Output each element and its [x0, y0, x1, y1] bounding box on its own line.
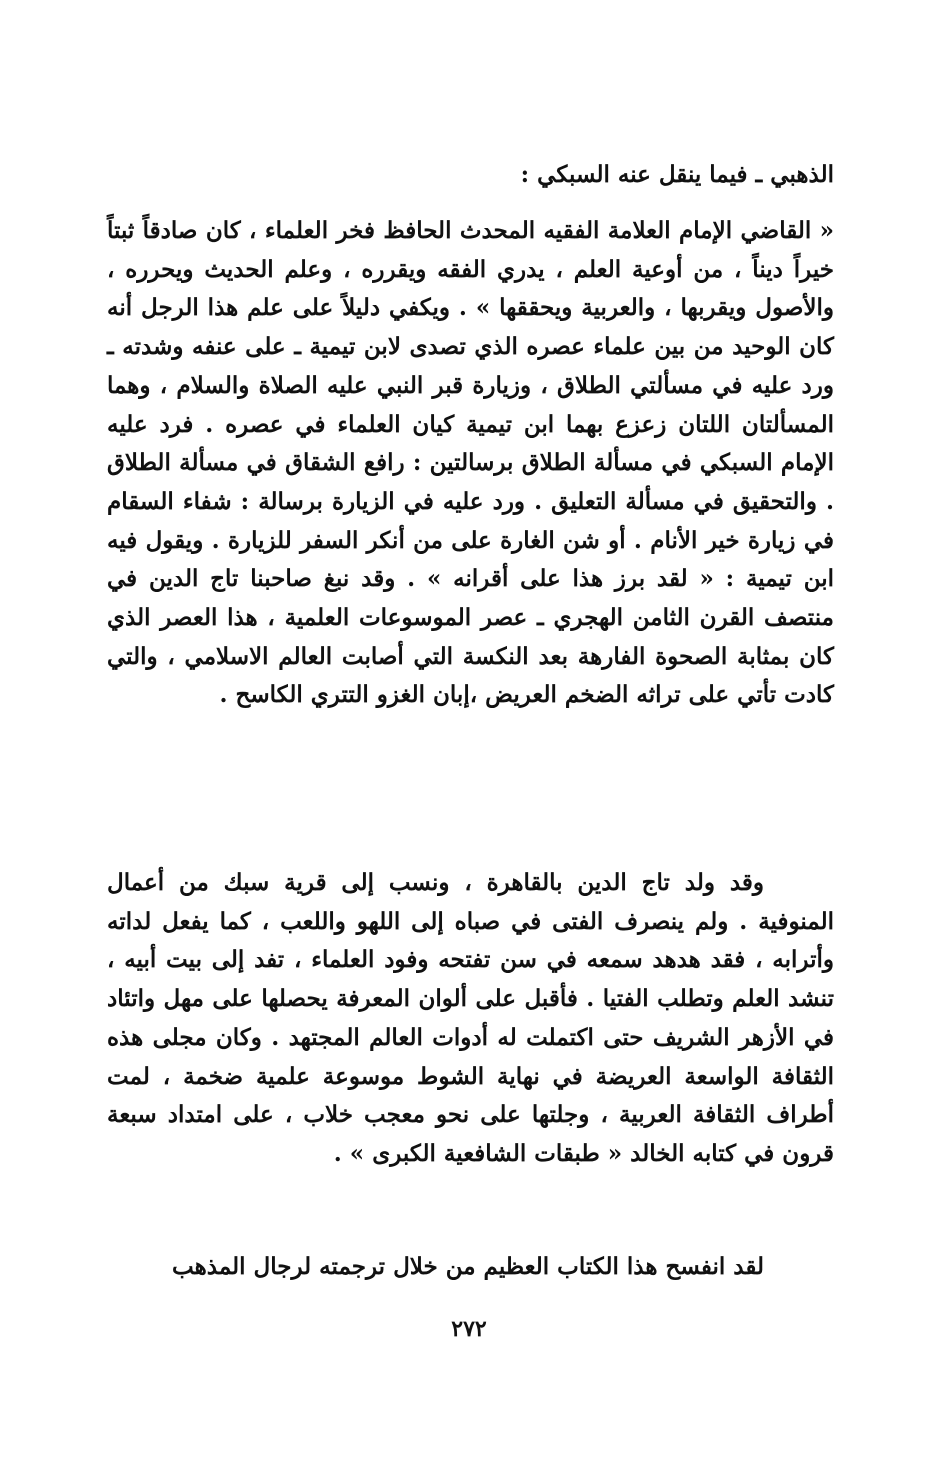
intro-line-text: الذهبي ـ فيما ينقل عنه السبكي : — [520, 161, 834, 188]
paragraph-2-text: وقد ولد تاج الدين بالقاهرة ، ونسب إلى قرية سبك من أعمال المنوفية . ولم ينصرف الفتى في صباه إلى اللهو واللعب ، كما يفعل لداته وأترابه ، فقد هدهد سمعه في سن تفتحه وفود العلماء ، تفد إلى بيت أبيه ، تنشد العلم وتطلب الفتيا . فأقبل على ألوان المعرفة يحصلها على مهل واتئاد في الأزهر الشريف حتى اكتملت له أدوات العالم المجتهد . وكان مجلى هذه الثقافة الواسعة العريضة في نهاية الشوط موسوعة علمية ضخمة ، لمت أطراف الثقافة العربية ، وجلتها على نحو معجب خلاب ، على امتداد سبعة قرون في كتابه الخالد « طبقات الشافعية الكبرى » . — [107, 869, 834, 1167]
paragraph-3-text: لقد انفسح هذا الكتاب العظيم من خلال ترجمته لرجال المذهب — [172, 1253, 764, 1280]
paragraph-3 — [107, 1248, 834, 1287]
paragraph-2 — [107, 864, 834, 1174]
paragraph-1-text: « القاضي الإمام العلامة الفقيه المحدث الحافظ فخر العلماء ، كان صادقاً ثبتاً خيراً ديناً ، من أوعية العلم ، يدري الفقه ويقرره ، وعلم الحديث ويحرره ، والأصول ويقربها ، والعربية ويحققها » . ويكفي دليلاً على علم هذا الرجل أنه كان الوحيد من بين علماء عصره الذي تصدى لابن تيمية ـ على عنفه وشدته ـ ورد عليه في مسألتي الطلاق ، وزيارة قبر النبي عليه الصلاة والسلام ، وهما المسألتان اللتان زعزع بهما ابن تيمية كيان العلماء في عصره . فرد عليه الإمام السبكي في مسألة الطلاق برسالتين : رافع الشقاق في مسألة الطلاق . والتحقيق في مسألة التعليق . ورد عليه في الزيارة برسالة : شفاء السقام في زيارة خير الأنام . أو شن الغارة على من أنكر السفر للزيارة . ويقول فيه ابن تيمية : « لقد برز هذا على أقرانه » . وقد نبغ صاحبنا تاج الدين في منتصف القرن الثامن الهجري ـ عصر الموسوعات العلمية ، هذا العصر الذي كان بمثابة الصحوة الفارهة بعد النكسة التي أصابت العالم الاسلامي ، والتي كادت تأتي على تراثه الضخم العريض ،إبان الغزو التتري الكاسح . — [107, 217, 834, 709]
page-number: ٢٧٢ — [451, 1316, 487, 1342]
intro-line — [107, 156, 834, 195]
paragraph-1 — [107, 212, 834, 715]
